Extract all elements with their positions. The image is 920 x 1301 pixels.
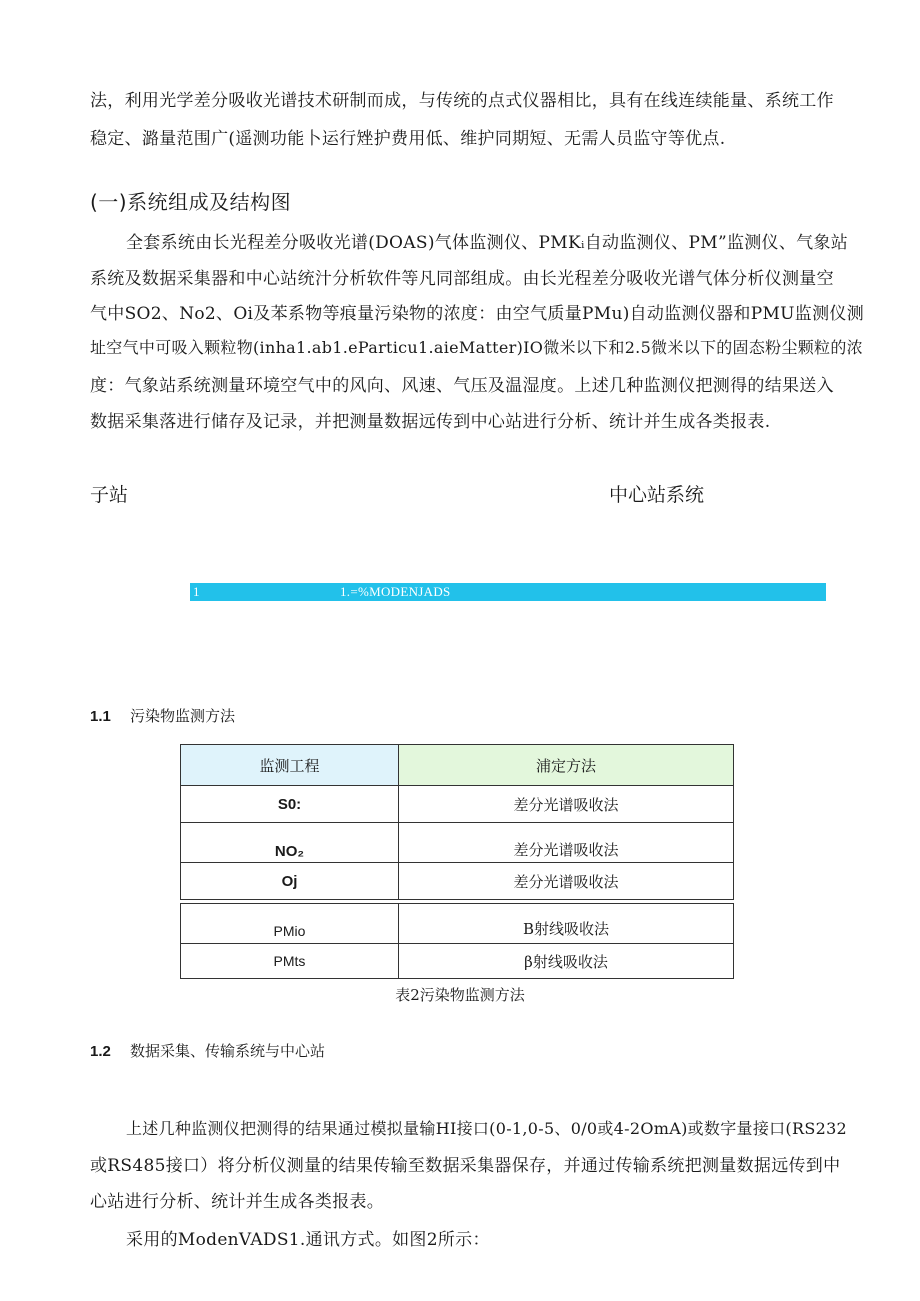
subheading-number: 1.1 xyxy=(90,708,111,725)
table-row-2-method: 差分光谱吸收法 xyxy=(398,822,734,863)
table-row-5-item: PMts xyxy=(180,943,399,979)
para1-line-1: 全套系统由长光程差分吸收光谱(DOAS)气体监测仪、PMKᵢ自动监测仪、PM”监测仪、气象站 xyxy=(126,233,849,253)
para2-last-line: 采用的ModenVADS1.通讯方式。如图2所示： xyxy=(126,1230,490,1250)
para2-line-3: 心站进行分析、统计并生成各类报表。 xyxy=(90,1192,385,1212)
para1-line-2: 系统及数据采集器和中心站统汁分析软件等凡同部组成。由长光程差分吸收光谱气体分析仪测量空 xyxy=(90,269,834,289)
table-row-3-item: Oj xyxy=(180,862,399,900)
para2-line-2: 或RS485接口）将分析仪测量的结果传输至数据采集器保存，并通过传输系统把测量数据远传到中 xyxy=(90,1156,841,1176)
subheading-title: 污染物监测方法 xyxy=(130,707,236,725)
intro-line-2: 稳定、潞量范围广(遥测功能卜运行矬护费用低、维护同期短、无需人员监守等优点. xyxy=(90,129,726,149)
table-header-item: 监测工程 xyxy=(180,744,399,786)
para1-line-6: 数据采集落进行储存及记录，并把测量数据远传到中心站进行分析、统计并生成各类报表. xyxy=(90,412,771,432)
subheading-number: 1.2 xyxy=(90,1043,111,1060)
diagram-bar xyxy=(190,583,826,601)
diagram-bar-number: 1 xyxy=(193,584,200,599)
para1-line-5: 度：气象站系统测量环境空气中的风向、风速、气压及温湿度。上述几种监测仪把测得的结果送入 xyxy=(90,376,834,396)
table-header-method: 浦定方法 xyxy=(398,744,734,786)
substation-label: 子站 xyxy=(90,484,129,506)
intro-line-1: 法，利用光学差分吸收光谱技术研制而成，与传统的点式仪器相比，具有在线连续能量、系统工作 xyxy=(90,91,834,111)
table-caption: 表2污染物监测方法 xyxy=(395,986,525,1004)
table-row-5-method: β射线吸收法 xyxy=(398,943,734,979)
para1-line-4: 址空气中可吸入颗粒物(inha1.ab1.eParticu1.aieMatter)IO微米以下和2.5微米以下的固态粉尘颗粒的浓 xyxy=(90,338,863,357)
para2-line-1: 上述几种监测仪把测得的结果通过模拟量输HI接口(0-1,0-5、0/0或4-2OmA)或数字量接口(RS232 xyxy=(126,1119,848,1138)
para1-line-3: 气中SO2、No2、Oi及苯系物等痕量污染物的浓度：由空气质量PMu)自动监测仪器和PMU监测仪测 xyxy=(90,304,864,324)
central-station-label: 中心站系统 xyxy=(609,484,705,506)
section-heading: (一)系统组成及结构图 xyxy=(90,190,292,214)
table-row-4-item: PMio xyxy=(180,903,399,944)
subheading-1-1 xyxy=(90,705,235,726)
table-row-4-method: B射线吸收法 xyxy=(398,903,734,944)
table-row-3-method: 差分光谱吸收法 xyxy=(398,862,734,900)
subheading-title: 数据采集、传输系统与中心站 xyxy=(130,1042,326,1060)
table-row-2-item: NO₂ xyxy=(180,822,399,863)
table-row-1-item: S0: xyxy=(180,785,399,823)
subheading-1-2 xyxy=(90,1040,325,1061)
table-row-1-method: 差分光谱吸收法 xyxy=(398,785,734,823)
diagram-bar-text: 1.=%MODENJADS xyxy=(340,584,451,599)
